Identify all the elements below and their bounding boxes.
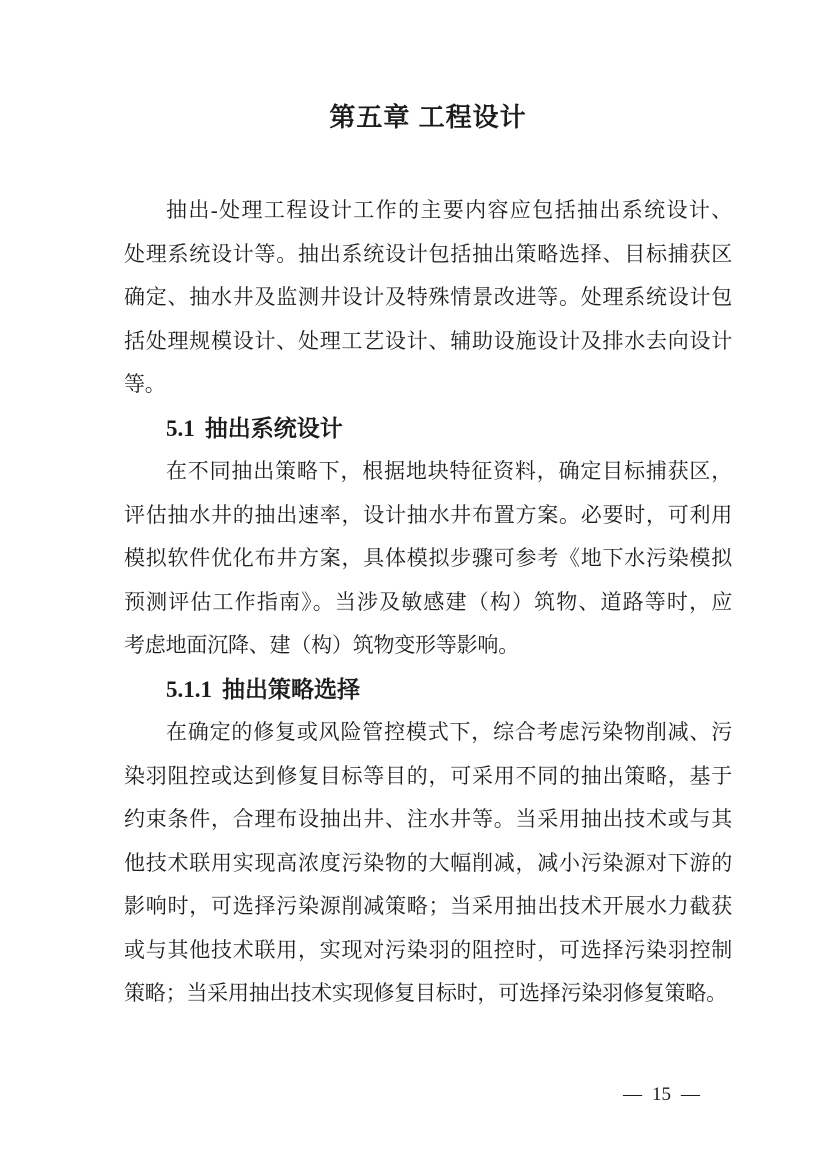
paragraph-intro [124,189,732,407]
section-heading-5-1-1 [124,668,732,712]
footer-dash-left: — [623,1084,642,1105]
text-line: 确定、抽水井及监测井设计及特殊情景改进等。处理系统设计包 [124,285,732,309]
section-heading-5-1 [124,407,732,451]
text-line: 处理系统设计等。抽出系统设计包括抽出策略选择、目标捕获区 [124,241,732,266]
page-footer [623,1083,700,1107]
text-line: 抽出-处理工程设计工作的主要内容应包括抽出系统设计、 [166,198,732,222]
text-line: 染羽阻控或达到修复目标等目的，可采用不同的抽出策略，基于 [124,763,732,788]
text-line: 策略；当采用抽出技术实现修复目标时，可选择污染羽修复策略。 [124,981,727,1005]
chapter-title: 第五章 工程设计 [329,102,527,132]
section-number: 5.1.1 [166,676,212,702]
text-line: 考虑地面沉降、建（构）筑物变形等影响。 [124,633,520,657]
page-content [124,0,732,1016]
text-line: 约束条件，合理布设抽出井、注水井等。当采用抽出技术或与其 [124,807,732,831]
text-line: 在不同抽出策略下，根据地块特征资料，确定目标捕获区， [166,459,732,483]
paragraph-section-5-1-1 [124,711,732,1016]
text-line: 模拟软件优化布井方案，具体模拟步骤可参考《地下水污染模拟 [124,546,732,570]
section-title: 抽出系统设计 [204,414,343,441]
text-line: 等。 [124,372,166,396]
text-line: 括处理规模设计、处理工艺设计、辅助设施设计及排水去向设计 [124,328,732,353]
paragraph-section-5-1 [124,450,732,668]
footer-dash-right: — [681,1084,700,1105]
section-title: 抽出策略选择 [222,675,360,702]
text-line: 影响时，可选择污染源削减策略；当采用抽出技术开展水力截获 [124,894,732,918]
page-number: 15 [652,1084,671,1105]
section-number: 5.1 [166,415,195,441]
text-line: 在确定的修复或风险管控模式下，综合考虑污染物削减、污 [166,720,732,744]
text-line: 或与其他技术联用，实现对污染羽的阻控时，可选择污染羽控制 [124,937,732,962]
text-line: 预测评估工作指南》。当涉及敏感建（构）筑物、道路等时，应 [124,589,732,614]
text-line: 评估抽水井的抽出速率，设计抽水井布置方案。必要时，可利用 [124,502,732,527]
text-line: 他技术联用实现高浓度污染物的大幅削减，减小污染源对下游的 [124,850,732,875]
